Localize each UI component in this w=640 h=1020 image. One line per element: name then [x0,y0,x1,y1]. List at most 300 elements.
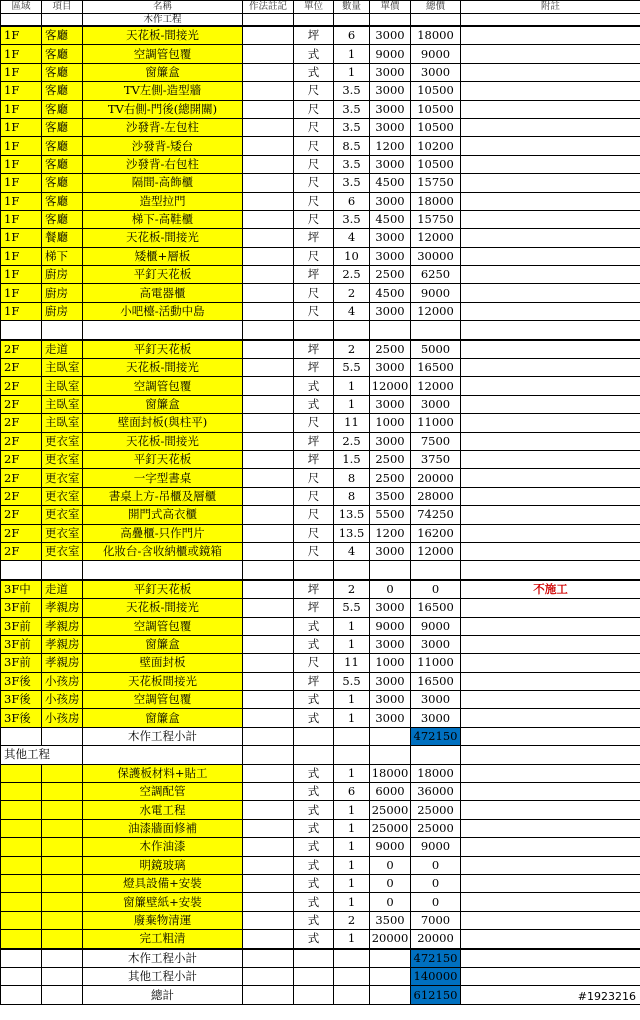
note-cell [243,45,294,63]
remark-cell [461,284,640,302]
total-cell: 12000 [411,377,461,395]
price-cell: 0 [370,580,411,599]
qty-cell: 1 [334,838,370,856]
total-cell: 25000 [411,819,461,837]
total-cell: 9000 [411,838,461,856]
value-cell: 472150 [411,727,461,745]
total-cell: 36000 [411,783,461,801]
empty-cell [334,986,370,1004]
remark-cell [461,783,640,801]
total-cell: 9000 [411,45,461,63]
qty-cell: 4 [334,229,370,247]
item-cell: 梯下 [42,247,83,265]
table-row [1,82,640,100]
empty-cell [42,561,83,580]
unit-cell: 坪 [294,266,334,284]
remark-cell [461,801,640,819]
price-cell: 3000 [370,359,411,377]
qty-cell: 3.5 [334,82,370,100]
note-cell [243,340,294,359]
table-row [1,302,640,320]
header-area: 區域 [1,1,42,14]
table-row [1,580,640,599]
unit-cell: 坪 [294,229,334,247]
header-price: 單價 [370,1,411,14]
name-cell: 化妝台-含收納櫃或鏡箱 [83,542,243,560]
table-row [1,783,640,801]
qty-cell: 1 [334,691,370,709]
empty-cell [1,986,42,1004]
note-cell [243,414,294,432]
note-cell [243,911,294,929]
unit-cell: 式 [294,617,334,635]
section-title-wood: 木作工程 [83,14,243,27]
table-row [1,26,640,45]
empty-cell [294,727,334,745]
name-cell: 沙發背-左包柱 [83,118,243,136]
item-cell: 走道 [42,340,83,359]
area-cell: 1F [1,100,42,118]
item-cell: 孝親房 [42,635,83,653]
price-cell: 3000 [370,395,411,413]
empty-cell [1,727,42,745]
table-row [1,893,640,911]
remark-cell [461,210,640,228]
remark-cell [461,137,640,155]
area-cell: 2F [1,359,42,377]
item-cell [42,783,83,801]
price-cell: 3000 [370,635,411,653]
remark-cell [461,599,640,617]
spacer-row [1,321,640,340]
remark-cell [461,302,640,320]
name-cell: 壁面封板 [83,654,243,672]
total-cell: 3000 [411,691,461,709]
total-cell: 74250 [411,506,461,524]
name-cell: 空調配管 [83,783,243,801]
note-cell [243,174,294,192]
name-cell: 天花板-間接光 [83,26,243,45]
note-cell [243,118,294,136]
empty-cell [411,746,461,764]
note-cell [243,617,294,635]
area-cell: 2F [1,395,42,413]
item-cell [42,856,83,874]
qty-cell: 5.5 [334,359,370,377]
table-row [1,247,640,265]
empty-cell [370,746,411,764]
section-wood-row [1,14,640,27]
table-row [1,174,640,192]
name-cell: 燈具設備+安裝 [83,874,243,892]
remark-cell [461,930,640,949]
empty-cell [370,967,411,985]
table-row [1,284,640,302]
remark-cell [461,450,640,468]
qty-cell: 8 [334,469,370,487]
table-row [1,856,640,874]
name-cell: 平釘天花板 [83,450,243,468]
remark-cell [461,469,640,487]
remark-cell [461,377,640,395]
table-row [1,229,640,247]
header-qty: 數量 [334,1,370,14]
total-cell: 12000 [411,542,461,560]
unit-cell: 式 [294,395,334,413]
total-cell: 3000 [411,709,461,727]
area-cell: 2F [1,414,42,432]
unit-cell: 式 [294,819,334,837]
price-cell: 5500 [370,506,411,524]
table-row [1,155,640,173]
table-row [1,874,640,892]
item-cell: 主臥室 [42,395,83,413]
empty-cell [243,727,294,745]
total-row [1,986,640,1004]
name-cell: 空調管包覆 [83,617,243,635]
table-row [1,691,640,709]
total-cell: 6250 [411,266,461,284]
empty-cell [42,986,83,1004]
name-cell: 空調管包覆 [83,691,243,709]
qty-cell: 2 [334,911,370,929]
name-cell: 天花板-間接光 [83,432,243,450]
unit-cell: 式 [294,911,334,929]
note-cell [243,26,294,45]
remark-cell [461,192,640,210]
total-cell: 0 [411,856,461,874]
note-cell [243,377,294,395]
note-cell [243,192,294,210]
label-cell: 木作工程小計 [83,727,243,745]
unit-cell: 尺 [294,469,334,487]
name-cell: TV右側-門後(總開關) [83,100,243,118]
item-cell: 客廳 [42,26,83,45]
item-cell: 更衣室 [42,450,83,468]
note-cell [243,801,294,819]
qty-cell: 1.5 [334,450,370,468]
note-cell [243,838,294,856]
qty-cell: 10 [334,247,370,265]
area-cell: 1F [1,155,42,173]
item-cell: 廚房 [42,302,83,320]
unit-cell: 式 [294,838,334,856]
price-cell: 3500 [370,911,411,929]
qty-cell: 1 [334,930,370,949]
name-cell: 高電器櫃 [83,284,243,302]
area-cell: 2F [1,432,42,450]
area-cell: 2F [1,506,42,524]
note-cell [243,856,294,874]
table-row [1,635,640,653]
area-cell: 2F [1,450,42,468]
note-cell [243,654,294,672]
item-cell: 客廳 [42,174,83,192]
table-row [1,764,640,782]
price-cell: 6000 [370,783,411,801]
price-cell: 3000 [370,192,411,210]
total-cell: 10500 [411,118,461,136]
table-row [1,672,640,690]
unit-cell: 式 [294,709,334,727]
note-cell [243,874,294,892]
remark-cell [461,45,640,63]
note-cell [243,487,294,505]
unit-cell: 尺 [294,118,334,136]
unit-cell: 尺 [294,414,334,432]
price-cell: 2500 [370,450,411,468]
value-cell: 140000 [411,967,461,985]
unit-cell: 式 [294,930,334,949]
item-cell: 主臥室 [42,377,83,395]
qty-cell: 4 [334,542,370,560]
remark-cell [461,174,640,192]
remark-cell [461,395,640,413]
remark-cell [461,856,640,874]
name-cell: 廢棄物清運 [83,911,243,929]
qty-cell: 5.5 [334,599,370,617]
empty-cell [334,746,370,764]
area-cell: 1F [1,82,42,100]
price-cell: 3500 [370,487,411,505]
qty-cell: 1 [334,635,370,653]
table-row [1,801,640,819]
empty-cell [334,727,370,745]
table-row [1,118,640,136]
remark-cell [461,893,640,911]
price-cell: 1200 [370,524,411,542]
remark-cell [461,524,640,542]
total-cell: 0 [411,874,461,892]
unit-cell: 式 [294,691,334,709]
remark-cell [461,155,640,173]
total-cell: 16500 [411,599,461,617]
note-cell [243,63,294,81]
empty-cell [294,561,334,580]
total-cell: 15750 [411,174,461,192]
item-cell: 更衣室 [42,524,83,542]
empty-cell [243,949,294,968]
unit-cell: 尺 [294,137,334,155]
note-cell [243,580,294,599]
unit-cell: 式 [294,635,334,653]
area-cell: 3F後 [1,709,42,727]
price-cell: 0 [370,856,411,874]
area-cell [1,874,42,892]
price-cell: 2500 [370,469,411,487]
price-cell: 18000 [370,764,411,782]
empty-cell [370,986,411,1004]
unit-cell: 坪 [294,580,334,599]
item-cell: 小孩房 [42,709,83,727]
qty-cell: 2 [334,284,370,302]
qty-cell: 1 [334,45,370,63]
table-row [1,506,640,524]
price-cell: 3000 [370,709,411,727]
unit-cell: 尺 [294,487,334,505]
name-cell: 保護板材料+貼工 [83,764,243,782]
price-cell: 3000 [370,118,411,136]
item-cell: 孝親房 [42,617,83,635]
empty-cell [334,321,370,340]
note-cell [243,395,294,413]
unit-cell: 尺 [294,654,334,672]
remark-cell [461,359,640,377]
note-cell [243,266,294,284]
note-cell [243,155,294,173]
spacer-row [1,561,640,580]
table-row [1,266,640,284]
total-cell: 9000 [411,284,461,302]
remark-cell [461,542,640,560]
note-cell [243,469,294,487]
qty-cell: 2.5 [334,432,370,450]
qty-cell: 11 [334,414,370,432]
note-cell [243,82,294,100]
empty-cell [334,561,370,580]
total-cell: 12000 [411,229,461,247]
table-row [1,414,640,432]
area-cell [1,838,42,856]
price-cell: 2500 [370,266,411,284]
note-cell [243,930,294,949]
area-cell: 3F中 [1,580,42,599]
price-cell: 12000 [370,377,411,395]
unit-cell: 尺 [294,82,334,100]
note-cell [243,302,294,320]
empty-cell [42,967,83,985]
item-cell: 客廳 [42,82,83,100]
name-cell: 窗簾盒 [83,63,243,81]
item-cell [42,893,83,911]
empty-cell [370,727,411,745]
name-cell: 木作油漆 [83,838,243,856]
qty-cell: 6 [334,783,370,801]
unit-cell: 式 [294,856,334,874]
total-row [1,949,640,968]
area-cell: 3F後 [1,691,42,709]
remark-cell [461,229,640,247]
note-cell [243,506,294,524]
empty-cell [461,949,640,968]
item-cell: 主臥室 [42,359,83,377]
item-cell: 客廳 [42,63,83,81]
note-cell [243,893,294,911]
total-cell: 11000 [411,414,461,432]
empty-cell [461,967,640,985]
price-cell: 0 [370,874,411,892]
area-cell: 3F後 [1,672,42,690]
table-row [1,709,640,727]
header-remark: 附註 [461,1,640,14]
label-cell: 其他工程小計 [83,967,243,985]
total-cell: 0 [411,893,461,911]
item-cell: 客廳 [42,137,83,155]
unit-cell: 式 [294,874,334,892]
qty-cell: 3.5 [334,174,370,192]
area-cell: 1F [1,229,42,247]
unit-cell: 坪 [294,359,334,377]
name-cell: 窗簾盒 [83,635,243,653]
unit-cell: 坪 [294,26,334,45]
section-other-row [1,746,640,764]
note-cell [243,819,294,837]
price-cell: 3000 [370,432,411,450]
remark-cell [461,617,640,635]
qty-cell: 1 [334,709,370,727]
item-cell: 主臥室 [42,414,83,432]
table-row [1,487,640,505]
remark-cell [461,672,640,690]
price-cell: 1200 [370,137,411,155]
qty-cell: 3.5 [334,100,370,118]
total-cell: 20000 [411,930,461,949]
total-cell: 10500 [411,100,461,118]
note-cell [243,764,294,782]
empty-cell [83,746,243,764]
qty-cell: 1 [334,395,370,413]
note-cell [243,229,294,247]
area-cell [1,764,42,782]
total-cell: 18000 [411,26,461,45]
qty-cell: 2 [334,340,370,359]
total-cell: 16500 [411,672,461,690]
unit-cell: 式 [294,63,334,81]
remark-cell [461,654,640,672]
empty-cell [1,949,42,968]
total-cell: 0 [411,580,461,599]
total-cell: 16500 [411,359,461,377]
qty-cell: 4 [334,302,370,320]
area-cell [1,930,42,949]
value-cell: 612150 [411,986,461,1004]
note-cell [243,450,294,468]
empty-cell [370,321,411,340]
note-cell [243,524,294,542]
area-cell: 1F [1,192,42,210]
name-cell: 高疊櫃-只作門片 [83,524,243,542]
item-cell: 小孩房 [42,672,83,690]
table-row [1,432,640,450]
area-cell: 1F [1,63,42,81]
item-cell: 小孩房 [42,691,83,709]
remark-cell [461,709,640,727]
price-cell: 3000 [370,229,411,247]
table-row [1,819,640,837]
table-row [1,395,640,413]
remark-cell [461,874,640,892]
empty-cell [294,986,334,1004]
total-cell: 16200 [411,524,461,542]
name-cell: 沙發背-矮台 [83,137,243,155]
note-cell [243,247,294,265]
unit-cell: 式 [294,377,334,395]
total-cell: 9000 [411,617,461,635]
total-cell: 3000 [411,635,461,653]
name-cell: 開門式高衣櫃 [83,506,243,524]
unit-cell: 尺 [294,192,334,210]
note-cell [243,783,294,801]
remark-cell [461,100,640,118]
total-cell: 25000 [411,801,461,819]
qty-cell: 2.5 [334,266,370,284]
price-cell: 1000 [370,654,411,672]
area-cell: 2F [1,542,42,560]
area-cell: 2F [1,377,42,395]
total-cell: 12000 [411,302,461,320]
empty-cell [243,986,294,1004]
note-cell [243,709,294,727]
